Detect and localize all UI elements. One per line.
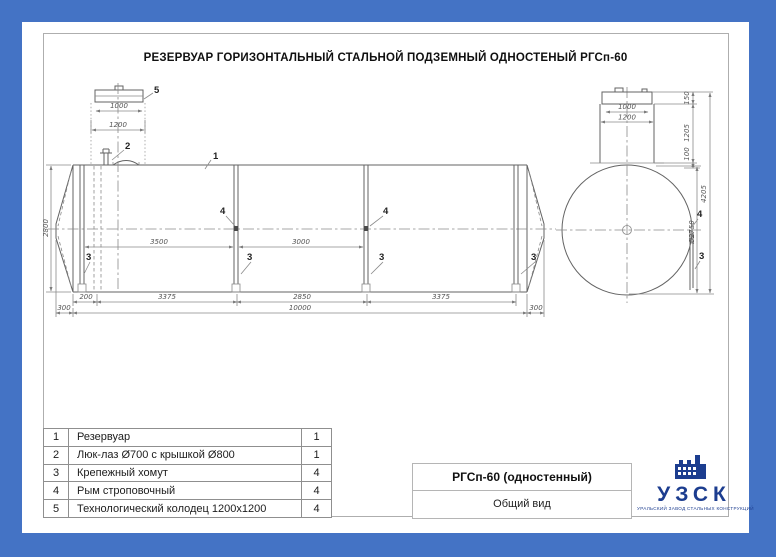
- part-name: Люк-лаз Ø700 с крышкой Ø800: [69, 446, 302, 464]
- part-qty: 4: [302, 500, 332, 518]
- svg-text:4: 4: [220, 206, 226, 217]
- svg-text:1200: 1200: [618, 113, 636, 122]
- strap-bands: [78, 165, 520, 292]
- svg-text:3000: 3000: [292, 238, 310, 246]
- part-name: Рым строповочный: [69, 482, 302, 500]
- svg-text:150: 150: [683, 91, 691, 105]
- svg-text:4: 4: [383, 206, 389, 217]
- side-view-dimensions: [42, 102, 544, 317]
- svg-text:3: 3: [247, 252, 253, 263]
- lifting-eye-mark: [364, 226, 368, 231]
- part-qty: 1: [302, 429, 332, 447]
- svg-text:300: 300: [529, 304, 543, 312]
- part-name: Крепежный хомут: [69, 464, 302, 482]
- parts-table: [43, 428, 332, 518]
- svg-text:1200: 1200: [109, 121, 127, 129]
- lifting-eye-mark: [234, 226, 238, 231]
- technological-well: [91, 83, 145, 292]
- part-qty: 4: [302, 464, 332, 482]
- table-row: [44, 464, 332, 482]
- svg-text:300: 300: [57, 304, 71, 312]
- svg-text:3: 3: [531, 252, 537, 263]
- svg-text:2: 2: [125, 141, 131, 152]
- table-row: [44, 429, 332, 447]
- svg-text:1205: 1205: [683, 124, 691, 142]
- logo-abbr: УЗСК: [657, 483, 731, 506]
- drawing-title: РЕЗЕРВУАР ГОРИЗОНТАЛЬНЫЙ СТАЛЬНОЙ ПОДЗЕМНЫЙ ОДНОСТЕНЫЙ РГСп-60: [143, 52, 628, 64]
- part-number: 3: [44, 464, 69, 482]
- svg-text:2850: 2850: [293, 293, 311, 301]
- svg-text:2800: 2800: [42, 219, 50, 237]
- table-row: [44, 446, 332, 464]
- svg-text:10000: 10000: [288, 304, 312, 312]
- part-qty: 1: [302, 446, 332, 464]
- logo-tagline: УРАЛЬСКИЙ ЗАВОД СТАЛЬНЫХ КОНСТРУКЦИЙ: [637, 506, 754, 511]
- svg-text:3: 3: [86, 252, 92, 263]
- svg-text:1000: 1000: [110, 102, 128, 110]
- table-row: [44, 500, 332, 518]
- svg-text:3500: 3500: [150, 238, 168, 246]
- model-designation: РГСп-60 (одностенный): [413, 464, 631, 491]
- svg-text:5: 5: [154, 85, 160, 96]
- title-block: [412, 463, 632, 519]
- svg-text:3: 3: [699, 251, 705, 262]
- part-name: Резервуар: [69, 429, 302, 447]
- factory-icon: [673, 452, 711, 480]
- svg-text:4: 4: [697, 209, 703, 220]
- svg-text:3375: 3375: [158, 293, 176, 301]
- manhole-hatch: [100, 149, 139, 165]
- tank-side-view: [48, 83, 556, 292]
- svg-text:3: 3: [379, 252, 385, 263]
- svg-text:200: 200: [79, 293, 93, 301]
- svg-text:1000: 1000: [618, 103, 636, 111]
- part-name: Технологический колодец 1200x1200: [69, 500, 302, 518]
- part-number: 5: [44, 500, 69, 518]
- part-qty: 4: [302, 482, 332, 500]
- svg-text:3375: 3375: [432, 293, 450, 301]
- svg-text:1: 1: [213, 151, 219, 162]
- end-view-dimensions: [601, 91, 714, 294]
- view-name: Общий вид: [493, 498, 551, 510]
- svg-text:4205: 4205: [700, 185, 708, 203]
- part-number: 1: [44, 429, 69, 447]
- part-number: 4: [44, 482, 69, 500]
- table-row: [44, 482, 332, 500]
- svg-text:Ø2750: Ø2750: [688, 220, 696, 244]
- svg-text:100: 100: [683, 147, 691, 161]
- company-logo: [637, 452, 754, 516]
- part-number: 2: [44, 446, 69, 464]
